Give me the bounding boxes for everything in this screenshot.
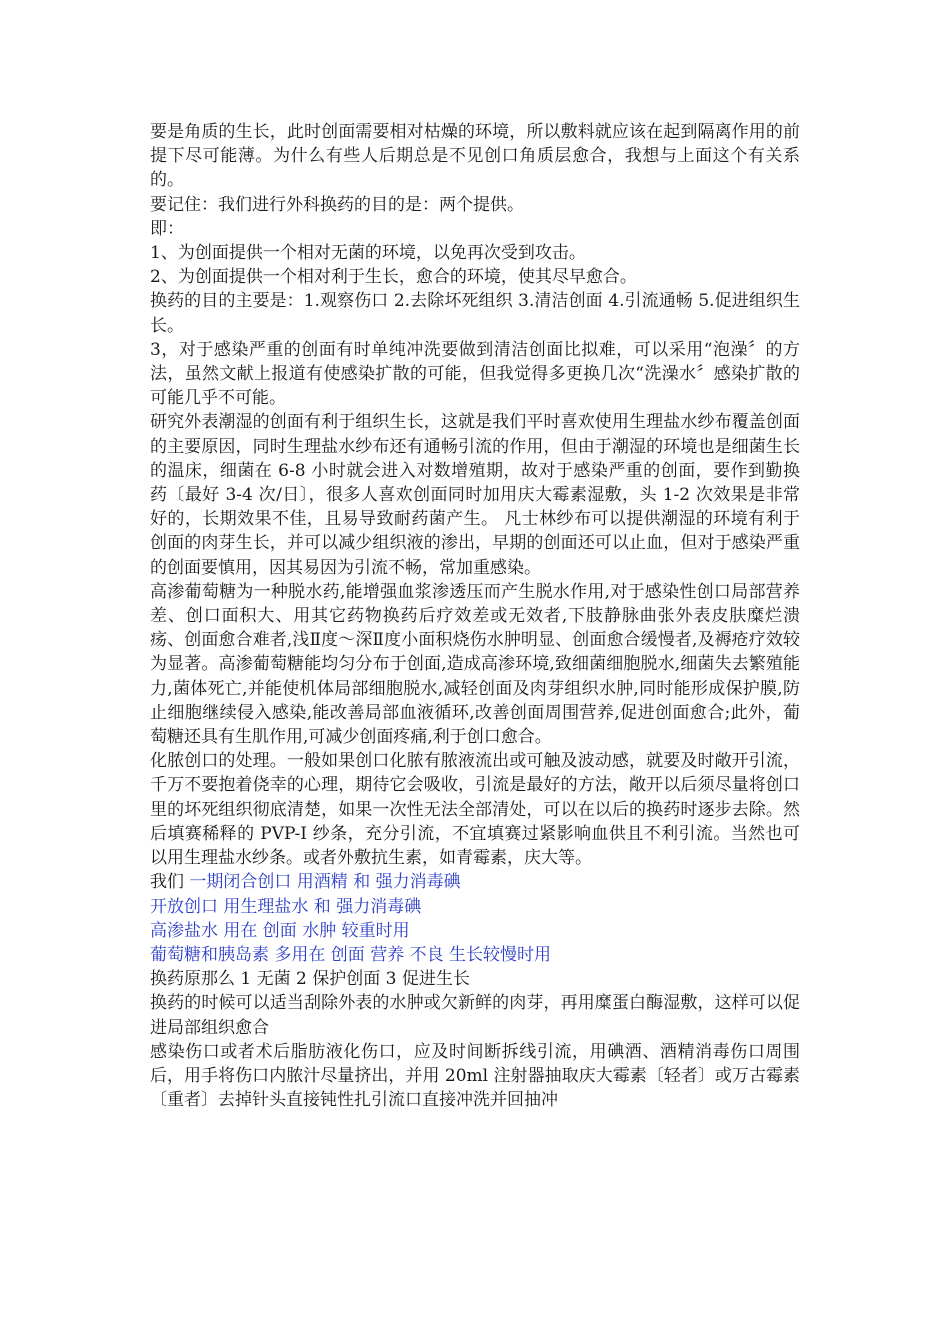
paragraph-8: 研究外表潮湿的创面有利于组织生长，这就是我们平时喜欢使用生理盐水纱布覆盖创面的主要原因，同时生理盐水纱布还有通畅引流的作用，但由于潮湿的环境也是细菌生长的温床，细菌在 6-8 小时就会进入对数增殖期，故对于感染严重的创面，要作到勤换药〔最好 3-4 次/日〕，很多人喜欢创面同时加用庆大霉素湿敷，头 1-2 次效果是非常好的，长期效果不佳，且易导致耐药菌产生。 凡士林纱布可以提供潮湿的环境有利于创面的肉芽生长，并可以减少组织液的渗出，早期的创面还可以止血，但对于感染严重的创面要慎用，因其易因为引流不畅，常加重感染。: [150, 412, 800, 578]
paragraph-7: 3，对于感染严重的创面有时单纯冲洗要做到清洁创面比拟难，可以采用“泡澡〞的方法，虽然文献上报道有使感染扩散的可能，但我觉得多更换几次“洗澡水〞感染扩散的可能几乎不可能。: [150, 339, 800, 409]
paragraph-15: 换药原那么 1 无菌 2 保护创面 3 促进生长: [150, 969, 470, 990]
paragraph-11: [150, 870, 800, 894]
paragraph-16: 换药的时候可以适当刮除外表的水肿或欠新鲜的肉芽，再用糜蛋白酶湿敷，这样可以促进局部组织愈合: [150, 993, 800, 1038]
paragraph-10: 化脓创口的处理。一般如果创口化脓有脓液流出或可触及波动感，就要及时敞开引流，千万不要抱着侥幸的心理，期待它会吸收，引流是最好的方法，敞开以后须尽量将创口里的坏死组织彻底清楚，如果一次性无法全部清处，可以在以后的换药时逐步去除。然后填赛稀释的 PVP-I 纱条，充分引流，不宜填赛过紧影响血供且不利引流。当然也可以用生理盐水纱条。或者外敷抗生素，如青霉素，庆大等。: [150, 751, 800, 869]
paragraph-3: 即：: [150, 218, 184, 239]
paragraph-6: 换药的目的主要是：1.观察伤口 2.去除坏死组织 3.清洁创面 4.引流通畅 5.促进组织生长。: [150, 291, 800, 336]
document-body: [150, 120, 800, 1112]
hyperlink-open-wound[interactable]: 开放创口 用生理盐水 和 强力消毒碘: [150, 896, 422, 917]
paragraph-1: 要是角质的生长，此时创面需要相对枯燥的环境，所以敷料就应该在起到隔离作用的前提下尽可能薄。为什么有些人后期总是不见创口角质层愈合，我想与上面这个有关系的。: [150, 122, 800, 191]
paragraph-9: 高渗葡萄糖为一种脱水药,能增强血浆渗透压而产生脱水作用,对于感染性创口局部营养差、创口面积大、用其它药物换药后疗效差或无效者,下肢静脉曲张外表皮肤糜烂溃疡、创面愈合难者,浅Ⅱ度～深Ⅱ度小面积烧伤水肿明显、创面愈合缓慢者,及褥疮疗效较为显著。高渗葡萄糖能均匀分布于创面,造成高渗环境,致细菌细胞脱水,细菌失去繁殖能力,菌体死亡,并能使机体局部细胞脱水,减轻创面及肉芽组织水肿,同时能形成保护膜,防止细胞继续侵入感染,能改善局部血液循环,改善创面周围营养,促进创面愈合;此外，葡萄糖还具有生肌作用,可减少创面疼痛,利于创口愈合。: [150, 581, 800, 748]
paragraph-11-prefix: 我们: [150, 872, 190, 893]
hyperlink-glucose-insulin[interactable]: 葡萄糖和胰岛素 多用在 创面 营养 不良 生长较慢时用: [150, 944, 552, 965]
hyperlink-closed-wound[interactable]: 一期闭合创口 用酒精 和 强力消毒碘: [189, 872, 461, 893]
hyperlink-hypertonic-saline[interactable]: 高渗盐水 用在 创面 水肿 较重时用: [150, 920, 410, 941]
paragraph-5: 2、为创面提供一个相对利于生长，愈合的环境，使其尽早愈合。: [150, 267, 637, 288]
paragraph-2: 要记住：我们进行外科换药的目的是：两个提供。: [150, 194, 524, 215]
paragraph-4: 1、为创面提供一个相对无菌的环境，以免再次受到攻击。: [150, 243, 586, 264]
paragraph-17: 感染伤口或者术后脂肪液化伤口，应及时间断拆线引流，用碘酒、酒精消毒伤口周围后，用手将伤口内脓汁尽量挤出，并用 20ml 注射器抽取庆大霉素〔轻者〕或万古霉素〔重者〕去掉针头直接钝性扎引流口直接冲洗并回抽冲: [150, 1041, 800, 1111]
